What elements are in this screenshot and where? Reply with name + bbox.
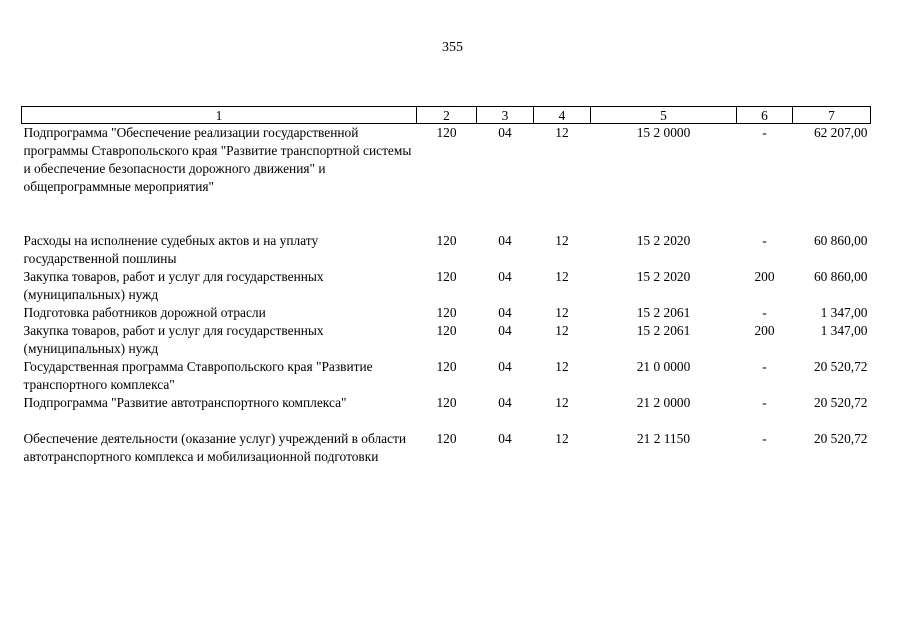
table-body: [22, 124, 871, 467]
cell-col6: -: [762, 305, 767, 320]
cell-col6: 200: [754, 323, 775, 338]
cell-col2: 120: [436, 359, 457, 374]
cell-col2: 120: [436, 233, 457, 248]
cell-col3: 04: [498, 359, 512, 374]
cell-col2: 120: [436, 305, 457, 320]
cell-col7: 60 860,00: [813, 269, 868, 284]
table-row: [22, 268, 871, 304]
cell-col5: 21 0 0000: [636, 359, 691, 374]
table-row: [22, 232, 871, 268]
cell-col4: 12: [555, 431, 569, 446]
cell-col6: -: [762, 431, 767, 446]
cell-col3: 04: [498, 395, 512, 410]
cell-col5: 15 2 2020: [636, 233, 691, 248]
cell-col5: 21 2 1150: [636, 431, 691, 446]
cell-name: Закупка товаров, работ и услуг для государственных (муниципальных) нужд: [23, 323, 324, 356]
cell-name: Государственная программа Ставропольского края "Развитие транспортного комплекса": [23, 359, 373, 392]
table-row: [22, 394, 871, 430]
budget-table: [21, 106, 871, 466]
cell-col6: -: [762, 125, 767, 140]
cell-name: Закупка товаров, работ и услуг для государственных (муниципальных) нужд: [23, 269, 324, 302]
table-row: [22, 304, 871, 322]
table-header-row: [22, 107, 871, 124]
column-header-2: 2: [417, 107, 477, 124]
cell-col4: 12: [555, 395, 569, 410]
cell-col3: 04: [498, 305, 512, 320]
cell-col6: -: [762, 233, 767, 248]
cell-col4: 12: [555, 305, 569, 320]
cell-col6: 200: [754, 269, 775, 284]
cell-col7: 20 520,72: [813, 431, 868, 446]
cell-name: Подготовка работников дорожной отрасли: [23, 305, 266, 320]
cell-col3: 04: [498, 323, 512, 338]
cell-col2: 120: [436, 269, 457, 284]
column-header-3: 3: [477, 107, 534, 124]
cell-col5: 15 2 2020: [636, 269, 691, 284]
cell-col2: 120: [436, 323, 457, 338]
cell-col3: 04: [498, 431, 512, 446]
cell-col2: 120: [436, 125, 457, 140]
cell-col5: 15 2 2061: [636, 305, 691, 320]
cell-col7: 1 347,00: [820, 305, 868, 320]
table-row: [22, 322, 871, 358]
cell-name: Подпрограмма "Обеспечение реализации государственной программы Ставропольского края "Развитие транспортной системы и обеспечение безопасности дорожного движения" и общепрограммные мероприятия": [23, 125, 412, 194]
cell-col7: 20 520,72: [813, 359, 868, 374]
cell-col4: 12: [555, 359, 569, 374]
table-row: [22, 358, 871, 394]
cell-col2: 120: [436, 431, 457, 446]
cell-col5: 15 2 2061: [636, 323, 691, 338]
column-header-1: 1: [22, 107, 417, 124]
cell-col7: 20 520,72: [813, 395, 868, 410]
cell-col3: 04: [498, 233, 512, 248]
cell-col4: 12: [555, 125, 569, 140]
cell-col2: 120: [436, 395, 457, 410]
cell-col6: -: [762, 395, 767, 410]
column-header-4: 4: [534, 107, 591, 124]
cell-col5: 15 2 0000: [636, 125, 691, 140]
table-row: [22, 430, 871, 466]
cell-col7: 1 347,00: [820, 323, 868, 338]
cell-col7: 62 207,00: [813, 125, 868, 140]
cell-col4: 12: [555, 323, 569, 338]
column-header-5: 5: [591, 107, 737, 124]
cell-col3: 04: [498, 125, 512, 140]
cell-name: Обеспечение деятельности (оказание услуг) учреждений в области автотранспортного комплекса и мобилизационной подготовки: [23, 431, 407, 464]
cell-col4: 12: [555, 233, 569, 248]
table-row: [22, 124, 871, 233]
cell-col3: 04: [498, 269, 512, 284]
page-number: 355: [442, 40, 463, 55]
cell-name: Подпрограмма "Развитие автотранспортного комплекса": [23, 395, 347, 410]
column-header-6: 6: [737, 107, 793, 124]
cell-col6: -: [762, 359, 767, 374]
cell-col4: 12: [555, 269, 569, 284]
cell-col7: 60 860,00: [813, 233, 868, 248]
cell-col5: 21 2 0000: [636, 395, 691, 410]
cell-name: Расходы на исполнение судебных актов и на уплату государственной пошлины: [23, 233, 319, 266]
column-header-7: 7: [793, 107, 871, 124]
